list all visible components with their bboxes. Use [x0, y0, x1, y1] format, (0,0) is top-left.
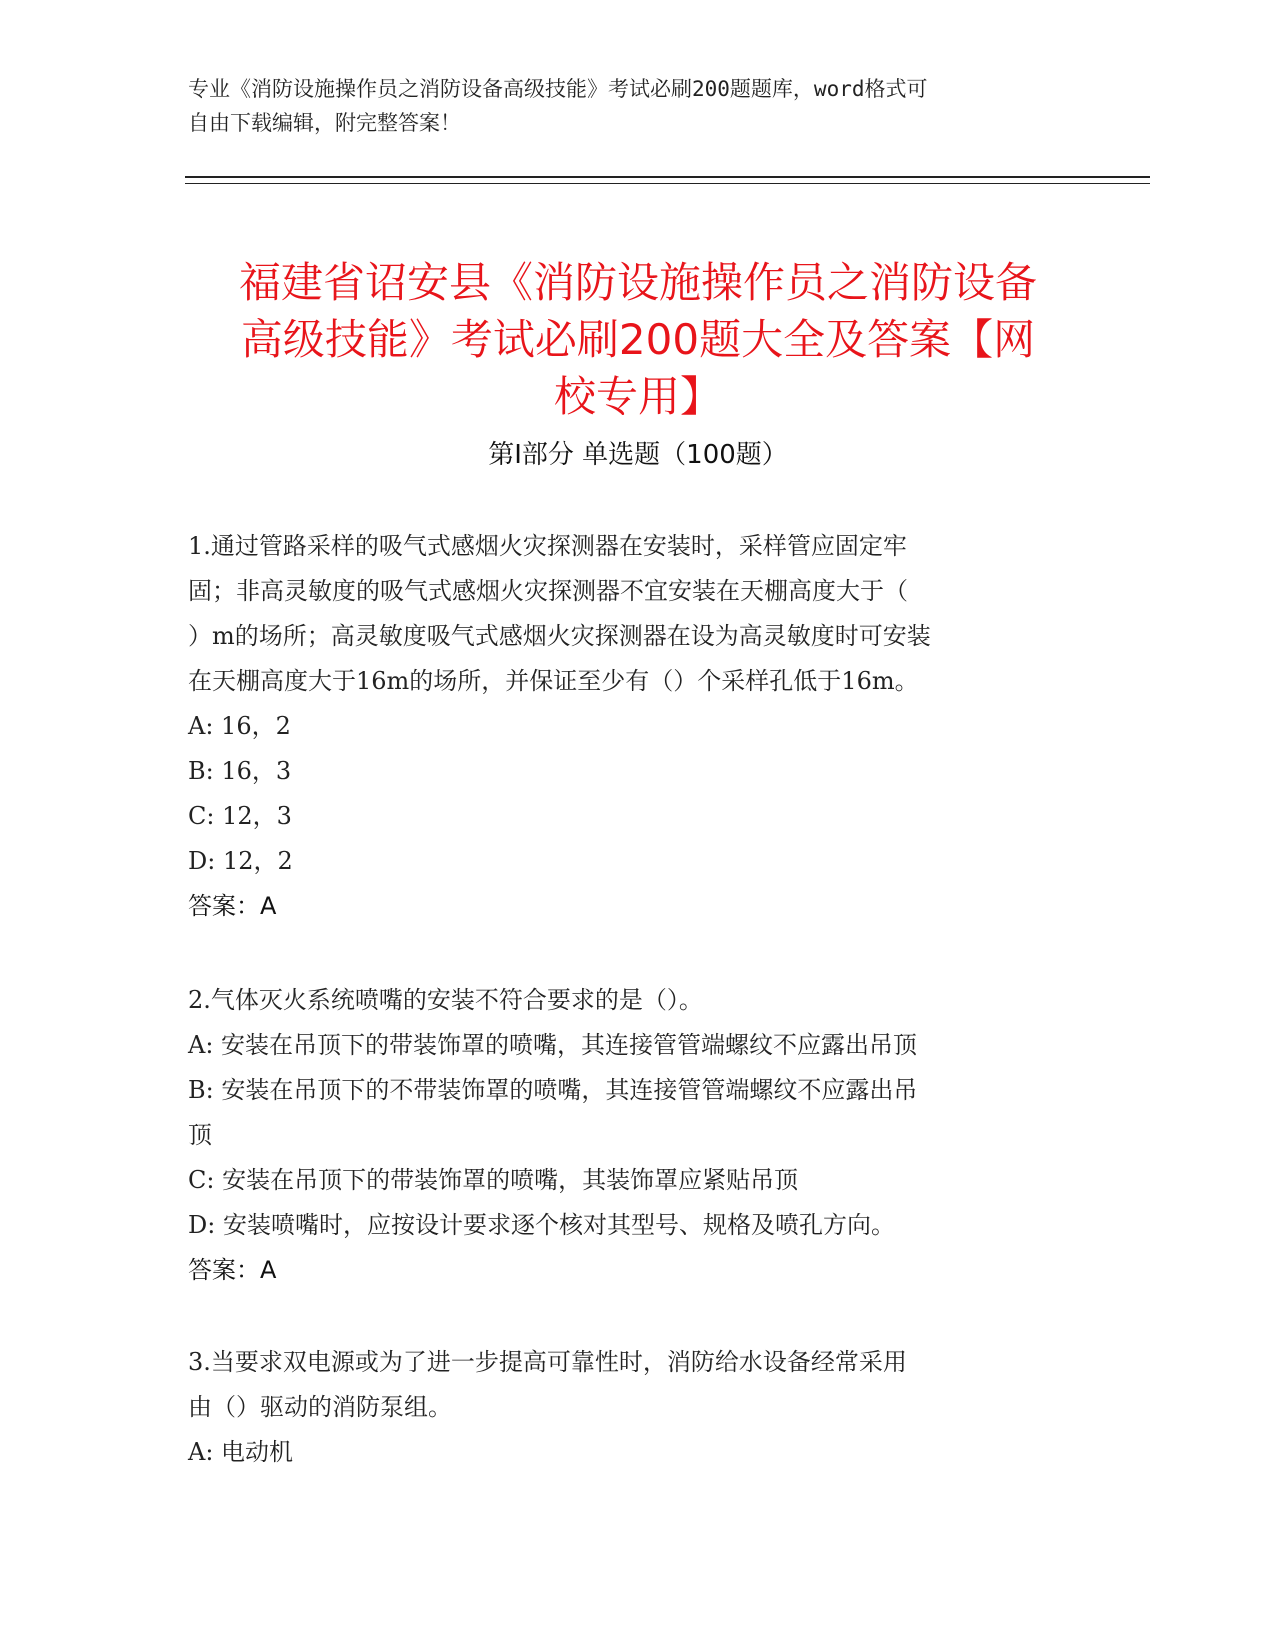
question-stem-line: 1.通过管路采样的吸气式感烟火灾探测器在安装时，采样管应固定牢 — [188, 532, 907, 560]
question-stem-line: 3.当要求双电源或为了进一步提高可靠性时，消防给水设备经常采用 — [188, 1348, 907, 1376]
option-d: D: 安装喷嘴时，应按设计要求逐个核对其型号、规格及喷孔方向。 — [188, 1211, 895, 1239]
document-title-line-2: 高级技能》考试必刷200题大全及答案【网 — [240, 315, 1036, 365]
question-1 — [188, 524, 1068, 929]
question-3 — [188, 1340, 1068, 1475]
option-c: C: 安装在吊顶下的带装饰罩的喷嘴，其装饰罩应紧贴吊顶 — [188, 1166, 799, 1194]
section-heading: 第Ⅰ部分 单选题（100题） — [488, 440, 788, 470]
question-stem-line: 由（）驱动的消防泵组。 — [188, 1393, 452, 1421]
option-d: D: 12，2 — [188, 847, 293, 875]
answer-label: 答案：A — [188, 1256, 277, 1284]
question-stem-line: 2.气体灭火系统喷嘴的安装不符合要求的是（）。 — [188, 986, 703, 1014]
header-note-line-1: 专业《消防设施操作员之消防设备高级技能》考试必刷200题题库，word格式可 — [188, 77, 928, 101]
question-2 — [188, 978, 1068, 1293]
document-title-line-1: 福建省诏安县《消防设施操作员之消防设备 — [238, 258, 1037, 308]
document-title — [188, 254, 1088, 425]
option-b-continued: 顶 — [188, 1121, 212, 1149]
answer-label: 答案：A — [188, 892, 277, 920]
option-b: B: 安装在吊顶下的不带装饰罩的喷嘴，其连接管管端螺纹不应露出吊 — [188, 1076, 918, 1104]
header-note — [188, 72, 1068, 140]
option-a: A: 电动机 — [188, 1438, 294, 1466]
question-stem-line: 固；非高灵敏度的吸气式感烟火灾探测器不宜安装在天棚高度大于（ — [188, 577, 908, 605]
question-stem-line: ）m的场所；高灵敏度吸气式感烟火灾探测器在设为高灵敏度时可安装 — [188, 622, 931, 650]
document-title-line-3: 校专用】 — [553, 372, 722, 422]
option-b: B: 16，3 — [188, 757, 292, 785]
header-note-line-2: 自由下载编辑，附完整答案！ — [188, 111, 461, 135]
option-c: C: 12，3 — [188, 802, 292, 830]
header-divider-thick — [185, 176, 1150, 178]
question-stem-line: 在天棚高度大于16m的场所，并保证至少有（）个采样孔低于16m。 — [188, 667, 919, 695]
header-divider-thin — [185, 183, 1150, 184]
option-a: A: 安装在吊顶下的带装饰罩的喷嘴，其连接管管端螺纹不应露出吊顶 — [188, 1031, 918, 1059]
option-a: A: 16，2 — [188, 712, 291, 740]
